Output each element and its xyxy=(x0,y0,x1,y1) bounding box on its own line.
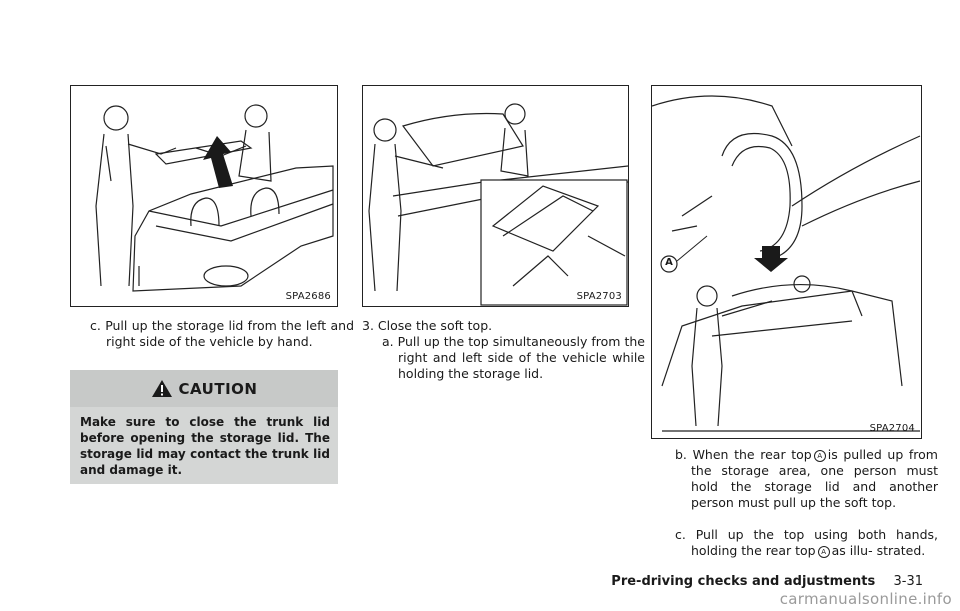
step-text: as illu- strated. xyxy=(831,543,926,558)
figure-code: SPA2704 xyxy=(869,423,915,434)
step-a-pull-up-top xyxy=(382,334,645,382)
page-number: 3-31 xyxy=(893,574,923,589)
figure-storage-lid xyxy=(70,85,338,307)
illustration-close-soft-top xyxy=(363,86,628,306)
figure-code: SPA2686 xyxy=(285,291,331,302)
down-arrow-icon xyxy=(754,246,788,272)
callout-letter: A xyxy=(665,257,673,268)
illustration-storage-lid xyxy=(71,86,337,306)
step-label: c. xyxy=(675,527,686,542)
step-3-close-soft-top xyxy=(362,318,629,334)
step-text: When the rear top xyxy=(692,447,812,462)
step-label: b. xyxy=(675,447,687,462)
step-b-rear-top xyxy=(675,447,938,511)
figure-code: SPA2703 xyxy=(576,291,622,302)
caution-box xyxy=(70,370,338,484)
section-title: Pre-driving checks and adjustments xyxy=(611,574,876,589)
step-text: Pull up the top using both hands, holding the rear top xyxy=(691,527,938,558)
circle-a-icon: A xyxy=(814,450,826,462)
step-text: Pull up the top simultaneously from the right and left side of the vehicle while holding the storage lid. xyxy=(397,334,645,381)
caution-title: CAUTION xyxy=(178,379,258,398)
page-footer xyxy=(611,574,923,589)
caution-header xyxy=(70,370,338,407)
figure-close-soft-top xyxy=(362,85,629,307)
step-text: is pulled up from the storage area, one person must hold the storage lid and another person must pull up the soft top. xyxy=(691,447,938,510)
step-label: c. xyxy=(90,318,101,333)
step-text: Close the soft top. xyxy=(377,318,493,333)
figure-rear-top xyxy=(651,85,922,439)
watermark: carmanualsonline.info xyxy=(779,590,952,608)
step-c-both-hands xyxy=(675,527,938,559)
warning-triangle-icon xyxy=(151,379,173,398)
illustration-rear-top xyxy=(652,86,921,438)
step-label: a. xyxy=(382,334,394,349)
caution-text: Make sure to close the trunk lid before opening the storage lid. The storage lid may contact the trunk lid and damage it. xyxy=(80,415,330,477)
step-text: Pull up the storage lid from the left and right side of the vehicle by hand. xyxy=(105,318,354,349)
step-c-storage-lid xyxy=(90,318,354,350)
up-arrow-icon xyxy=(203,136,233,188)
circle-a-icon: A xyxy=(818,546,830,558)
step-label: 3. xyxy=(362,318,374,333)
